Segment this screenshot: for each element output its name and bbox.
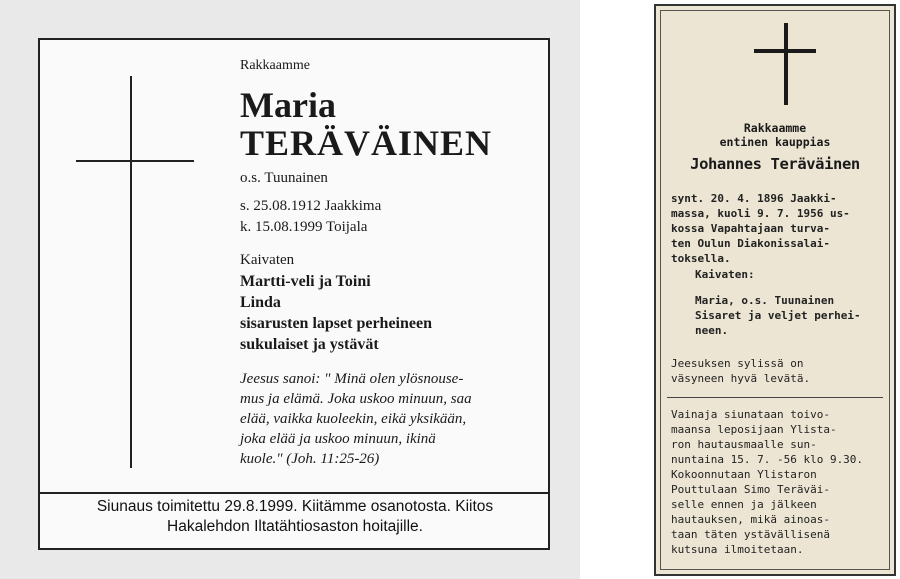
right-funeral-line: hautauksen, mikä ainoas- xyxy=(671,513,830,526)
left-footer-line: Siunaus toimitettu 29.8.1999. Kiitämme osanotosta. Kiitos xyxy=(96,498,494,515)
left-mourner: Martti-veli ja Toini xyxy=(240,273,371,290)
cross-icon-vertical xyxy=(784,23,788,105)
right-funeral-line: nuntaina 15. 7. -56 klo 9.30. xyxy=(671,453,864,466)
left-first-name: Maria xyxy=(240,85,336,125)
cross-icon-horizontal xyxy=(754,49,816,53)
right-obituary-clipping xyxy=(654,4,896,576)
right-header-line: Rakkaamme xyxy=(743,121,807,135)
left-maiden-name: o.s. Tuunainen xyxy=(240,170,328,186)
left-divider xyxy=(40,492,548,494)
left-quote-line: Jeesus sanoi: " Minä olen ylösnouse- xyxy=(240,371,464,387)
left-birth: s. 25.08.1912 Jaakkima xyxy=(240,198,382,214)
right-funeral-line: maansa leposijaan Ylista- xyxy=(671,423,837,436)
left-death: k. 15.08.1999 Toijala xyxy=(240,219,368,235)
left-footer xyxy=(56,497,534,537)
right-divider xyxy=(667,397,883,398)
right-verse xyxy=(671,356,893,386)
left-obituary-frame xyxy=(38,38,550,550)
left-mourner: sisarusten lapset perheineen xyxy=(240,315,432,332)
left-header: Rakkaamme xyxy=(240,58,310,73)
left-footer-line: Hakalehdon Iltatähtiosaston hoitajille. xyxy=(167,518,423,535)
left-last-name: TERÄVÄINEN xyxy=(240,123,493,163)
right-bio-line: synt. 20. 4. 1896 Jaakki- xyxy=(671,192,837,205)
cross-icon-horizontal xyxy=(76,160,194,162)
right-mourners xyxy=(695,293,891,338)
right-funeral-line: taan täten ystävällisenä xyxy=(671,528,830,541)
right-funeral-line: kutsuna ilmoitetaan. xyxy=(671,543,804,556)
right-header-line: entinen kauppias xyxy=(719,135,831,149)
right-bio-line: kossa Vapahtajaan turva- xyxy=(671,222,830,235)
right-funeral-info xyxy=(671,407,893,557)
right-mourner-line: Sisaret ja veljet perhei- xyxy=(695,309,861,322)
right-bio-line: massa, kuoli 9. 7. 1956 us- xyxy=(671,207,850,220)
right-name: Johannes Teräväinen xyxy=(690,155,860,173)
right-funeral-line: Vainaja siunataan toivo- xyxy=(671,408,830,421)
right-funeral-line: Kokoonnutaan Ylistaron xyxy=(671,468,817,481)
left-quote-line: kuole." (Joh. 11:25-26) xyxy=(240,451,380,467)
left-mourner: sukulaiset ja ystävät xyxy=(240,336,379,353)
left-mourner: Linda xyxy=(240,294,281,311)
cross-icon-vertical xyxy=(130,76,132,468)
right-mourned-label: Kaivaten: xyxy=(695,268,755,281)
right-verse-line: Jeesuksen sylissä on xyxy=(671,357,804,370)
left-quote-line: elää, vaikka kuoleekin, eikä yksikään, xyxy=(240,411,467,427)
left-mourned-label: Kaivaten xyxy=(240,252,295,268)
right-bio-line: ten Oulun Diakonissalai- xyxy=(671,237,830,250)
right-mourner-line: neen. xyxy=(695,324,729,337)
right-funeral-line: selle ennen ja jälkeen xyxy=(671,498,817,511)
right-funeral-line: Pouttulaan Simo Teräväi- xyxy=(671,483,830,496)
right-bio-line: toksella. xyxy=(671,252,731,265)
left-quote-line: joka elää ja uskoo minuun, ikinä xyxy=(240,431,436,447)
right-mourner-line: Maria, o.s. Tuunainen xyxy=(695,294,835,307)
left-quote-line: mus ja elämä. Joka uskoo minuun, saa xyxy=(240,391,472,407)
right-verse-line: väsyneen hyvä levätä. xyxy=(671,372,811,385)
right-obituary-frame xyxy=(660,10,890,570)
right-bio xyxy=(671,191,893,266)
right-funeral-line: ron hautausmaalle sun- xyxy=(671,438,817,451)
